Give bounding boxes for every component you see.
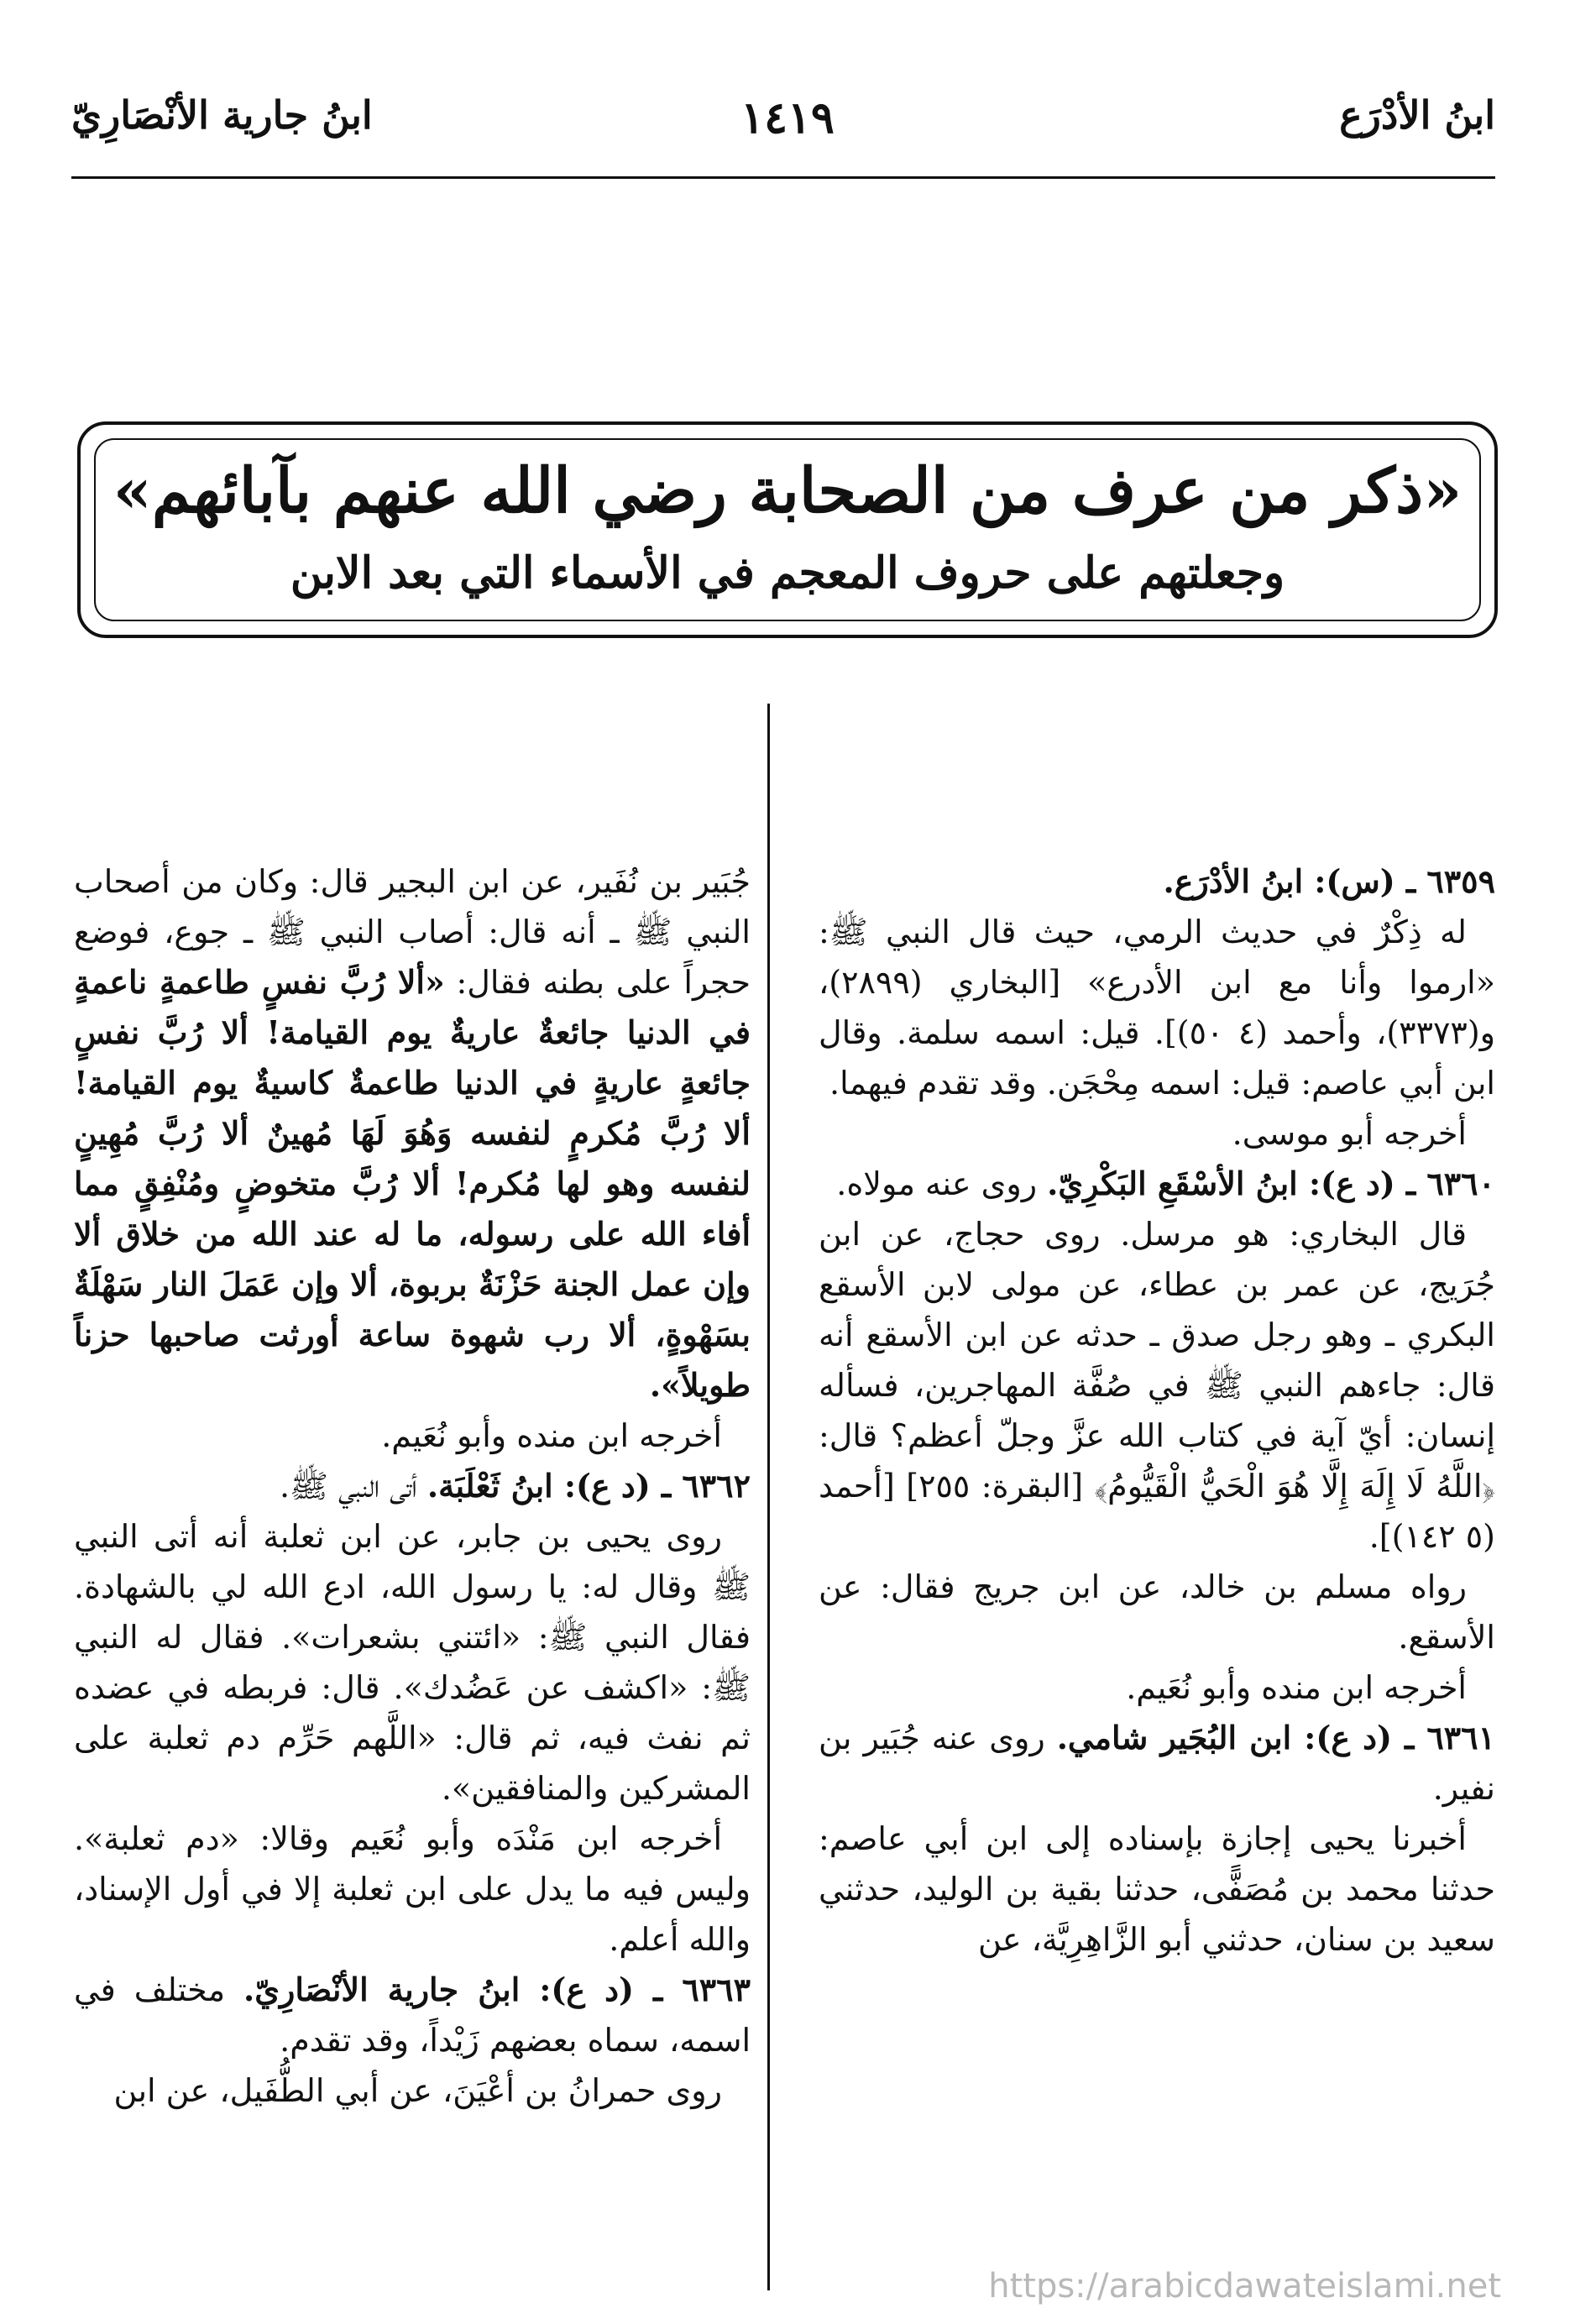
paragraph: أخرجه ابن منده وأبو نُعَيم. xyxy=(381,1417,722,1454)
chapter-subtitle: وجعلتهم على حروف المعجم في الأسماء التي بعد الابن xyxy=(290,547,1285,599)
paragraph: روى يحيى بن جابر، عن ابن ثعلبة أنه أتى النبي ﷺ وقال له: يا رسول الله، ادع الله لي بالشهادة. فقال النبي ﷺ: «ائتني بشعرات». فقال له النبي ﷺ: «اكشف عن عَضُدك». قال: فربطه في عضده ثم نفث فيه، ثم قال: «اللَّهم حَرِّم دم ثعلبة على المشركين والمنافقين». xyxy=(74,1518,751,1807)
entry-6359 xyxy=(819,856,1495,907)
header-rule xyxy=(71,176,1495,179)
running-header-left: ابنُ جارية الأنْصَارِيّ xyxy=(71,92,373,138)
entry-heading: ٦٣٦٠ ـ (د ع): ابنُ الأسْقَعِ البَكْرِيّ. xyxy=(1047,1165,1495,1202)
paragraph: أخرجه ابن مَنْدَه وأبو نُعَيم وقالا: «دم ثعلبة». وليس فيه ما يدل على ابن ثعلبة إلا في أول الإسناد، والله أعلم. xyxy=(74,1820,751,1958)
watermark-url: https://arabicdawateislami.net xyxy=(988,2267,1501,2306)
paragraph: أخرجه أبو موسى. xyxy=(1232,1115,1467,1152)
paragraph: له ذِكْرٌ في حديث الرمي، حيث قال النبي ﷺ: «ارموا وأنا مع ابن الأدرع» [البخاري (٢٨٩٩)، و(٣٣٧٣)، وأحمد (٤ ٥٠)]. قيل: اسمه سلمة. وقال ابن أبي عاصم: قيل: اسمه مِحْجَن. وقد تقدم فيهما. xyxy=(819,913,1495,1102)
entry-6361 xyxy=(819,1713,1495,1814)
entry-heading: ٦٣٦١ ـ (د ع): ابن البُجَير شامي. xyxy=(1056,1719,1495,1756)
chapter-title-frame xyxy=(77,421,1498,638)
entry-text: روى عنه جُبَير بن نفير. xyxy=(819,1719,1495,1807)
entry-text: مختلف في اسمه، سماه بعضهم زَيْداً، وقد تقدم. xyxy=(74,1971,751,2059)
paragraph: أخبرنا يحيى إجازة بإسناده إلى ابن أبي عاصم: حدثنا محمد بن مُصَفًّى، حدثنا بقية بن الوليد، حدثني سعيد بن سنان، حدثني أبو الزَّاهِرِيَّة، عن xyxy=(819,1820,1495,1958)
paragraph: أخرجه ابن منده وأبو نُعَيم. xyxy=(1126,1669,1467,1706)
paragraph: روى حمرانُ بن أعْيَنَ، عن أبي الطُّفَيل، عن ابن xyxy=(113,2072,722,2109)
paragraph xyxy=(74,856,751,1411)
left-column xyxy=(74,856,751,2116)
running-header-right: ابنُ الأدْرَع xyxy=(1339,92,1495,138)
entry-text: أتى النبي ﷺ. xyxy=(279,1468,417,1505)
hadith-quote: «ألا رُبَّ نفسٍ طاعمةٍ ناعمةٍ في الدنيا جائعةٌ عاريةٌ يوم القيامة! ألا رُبَّ نفسٍ جائعةٍ عاريةٍ في الدنيا طاعمةٌ كاسيةٌ يوم القيامة! ألا رُبَّ مُكرمٍ لنفسه وَهُوَ لَهَا مُهينٌ ألا رُبَّ مُهِينٍ لنفسه وهو لها مُكرم! ألا رُبَّ متخوضٍ ومُنْفِقٍ مما أفاء الله على رسوله، ما له عند الله من خلاق ألا وإن عمل الجنة حَزْنَةٌ بربوة، ألا وإن عَمَلَ النار سَهْلَةٌ بسَهْوةٍ، ألا رب شهوة ساعة أورثت صاحبها حزناً طويلاً». xyxy=(74,963,751,1404)
chapter-title: «ذكر من عرف من الصحابة رضي الله عنهم بآبائهم» xyxy=(112,455,1462,527)
entry-heading: ٦٣٥٩ ـ (س): ابنُ الأدْرَع. xyxy=(1163,862,1495,900)
entry-heading: ٦٣٦٣ ـ (د ع): ابنُ جارية الأنْصَارِيّ. xyxy=(243,1971,751,2008)
right-column xyxy=(819,856,1495,1965)
paragraph: رواه مسلم بن خالد، عن ابن جريج فقال: عن الأسقع. xyxy=(819,1568,1495,1656)
column-divider xyxy=(767,704,770,2290)
entry-6360 xyxy=(819,1159,1495,1209)
paragraph: قال البخاري: هو مرسل. روى حجاج، عن ابن جُرَيج، عن عمر بن عطاء، عن مولى لابن الأسقع البكري ـ وهو رجل صدق ـ حدثه عن ابن الأسقع أنه قال: جاءهم النبي ﷺ في صُفَّة المهاجرين، فسأله إنسان: أيّ آية في كتاب الله عزَّ وجلّ أعظم؟ قال: ﴿اللَّهُ لَا إِلَهَ إِلَّا هُوَ الْحَيُّ الْقَيُّومُ﴾ [البقرة: ٢٥٥] [أحمد (٥ ١٤٢)]. xyxy=(819,1216,1495,1555)
entry-text: روى عنه مولاه. xyxy=(836,1165,1038,1202)
page-number: ١٤١٩ xyxy=(740,92,835,144)
paragraph-text: جُبَير بن نُفَير، عن ابن البجير قال: وكان من أصحاب النبي ﷺ ـ أنه قال: أصاب النبي ﷺ ـ جوع، فوضع حجراً على بطنه فقال: xyxy=(74,863,751,1001)
entry-6362 xyxy=(74,1461,751,1511)
entry-6363 xyxy=(74,1965,751,2065)
entry-heading: ٦٣٦٢ ـ (د ع): ابنُ ثَعْلَبَة. xyxy=(426,1467,751,1505)
